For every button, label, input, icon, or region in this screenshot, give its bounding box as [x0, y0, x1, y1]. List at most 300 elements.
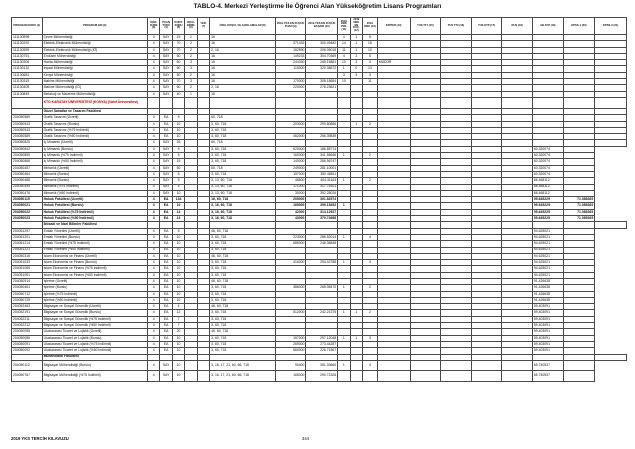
table-cell: 3 [338, 72, 350, 78]
column-header: KONT. SONU (5) [172, 18, 184, 35]
table-cell: 254.42788 [306, 260, 338, 266]
table-cell: 59.403091 [532, 348, 563, 354]
table-cell: 404.31163 [306, 178, 338, 184]
table-cell: MÜDÜR [377, 60, 410, 66]
table-cell [197, 360, 209, 371]
table-cell: 1 [338, 260, 350, 266]
table-cell: 65.740537 [532, 371, 563, 382]
table-cell: 4 [147, 335, 159, 341]
table-cell: 3, 60, 718 [210, 121, 276, 127]
table-cell: 115000 [275, 66, 306, 72]
column-header: AB AYP (19) [532, 18, 563, 35]
table-cell: 16 [210, 72, 276, 78]
table-cell: 4 [147, 127, 159, 133]
table-cell: 4 [147, 115, 159, 121]
table-cell: 10 [172, 121, 184, 127]
table-cell [338, 371, 350, 382]
table-cell: 4 [147, 140, 159, 146]
table-cell [275, 97, 306, 108]
table-cell: 3, 16, 17, 21, 60, 66, 718 [210, 360, 276, 371]
program-name-cell: Harita Mühendisliği [42, 60, 147, 66]
table-cell [502, 97, 533, 108]
table-cell: 4 [147, 260, 159, 266]
table-cell: 10 [338, 60, 350, 66]
table-cell: 4 [147, 72, 159, 78]
program-code-cell: 111130681 [12, 72, 43, 78]
program-name-cell: Grafik Tasarımı (Burslu) [42, 121, 147, 127]
footer-guide-title: 2019 YKS TERCİH KILAVUZU [11, 436, 69, 441]
program-code-cell: 204050023 [12, 216, 43, 222]
table-cell [563, 97, 595, 108]
table-cell: SAY [160, 178, 172, 184]
table-cell: 4 [147, 291, 159, 297]
table-cell: 46, 60, 718 [210, 329, 276, 335]
table-cell: 10 [363, 47, 378, 53]
table-cell: 5 [172, 228, 184, 234]
table-cell: 1 [350, 335, 362, 341]
table-cell: 152590 [275, 47, 306, 53]
table-cell: 13 [363, 66, 378, 72]
program-code-cell: 111130405 [12, 85, 43, 91]
table-cell: 10 [172, 371, 184, 382]
program-code-cell: 111130598 [12, 35, 43, 41]
program-code-cell: 204052463 [12, 304, 43, 310]
table-cell: 3 [185, 79, 197, 85]
table-cell: 10 [172, 341, 184, 347]
table-cell: 386000 [275, 285, 306, 291]
table-cell: 4 [147, 216, 159, 222]
university-row [12, 97, 627, 108]
table-cell: 40 [172, 91, 184, 97]
program-code-cell: 204051214 [12, 241, 43, 247]
table-cell: 71.085265 [563, 216, 595, 222]
table-cell: EA [160, 115, 172, 121]
table-cell: 60 [172, 60, 184, 66]
table-cell: 3, 60, 718 [210, 127, 276, 133]
table-cell: 10 [172, 190, 184, 196]
program-code-cell: 204050866 [12, 159, 43, 165]
table-cell: 94.625021 [532, 260, 563, 266]
table-cell: 50 [172, 165, 184, 171]
program-name-cell: Kimya Mühendisliği [42, 72, 147, 78]
table-cell: 4 [147, 91, 159, 97]
table-cell: 16 [210, 53, 276, 59]
table-cell: 60.320074 [532, 171, 563, 177]
table-cell: 341.55646 [306, 153, 338, 159]
table-cell: 16 [210, 79, 276, 85]
table-cell: 3 [350, 72, 362, 78]
table-cell: SAY [160, 60, 172, 66]
table-cell [410, 371, 441, 382]
table-cell [185, 97, 197, 108]
table-cell: 1 [185, 35, 197, 41]
program-code-cell: 204052212 [12, 323, 43, 329]
table-cell: 2 [363, 310, 378, 316]
table-cell: 4 [147, 146, 159, 152]
table-cell: 1 [338, 153, 350, 159]
table-cell: 14 [338, 41, 350, 47]
program-name-cell: Metalurji ve Malzeme Mühendisliği [42, 91, 147, 97]
program-code-cell: 204050725 [12, 297, 43, 303]
table-cell: 269000 [275, 341, 306, 347]
table-cell: 4 [147, 297, 159, 303]
program-code-cell: 111130849 [12, 91, 43, 97]
table-cell: 5 [172, 171, 184, 177]
program-code-cell: 204051033 [12, 260, 43, 266]
program-name-cell: Mimarlık (%75 İndirimli) [42, 184, 147, 190]
table-cell: 42300 [275, 209, 306, 215]
table-cell: 4 [147, 241, 159, 247]
table-cell: EA [160, 121, 172, 127]
program-name-cell: İç Mimarlık (%50 İndirimli) [42, 159, 147, 165]
table-cell: 46500 [275, 178, 306, 184]
table-cell: 205000 [275, 197, 306, 203]
table-cell: 149233 [275, 53, 306, 59]
table-cell: 30000 [275, 190, 306, 196]
table-cell: 10 [172, 266, 184, 272]
table-cell: EA [160, 329, 172, 335]
column-header: ÖZEL KOŞUL VE AÇIKLAMALAR (8) [210, 18, 276, 35]
program-name-cell: Emlak Yönetimi (Burslu) [42, 234, 147, 240]
program-name-cell: Mühendislik Fakültesi [42, 354, 147, 360]
table-cell: 3, 16, 60, 718 [210, 203, 276, 209]
table-cell: EA [160, 335, 172, 341]
table-cell: SAY [160, 140, 172, 146]
table-cell: SAY [160, 91, 172, 97]
table-cell: 94.625021 [532, 241, 563, 247]
table-cell [350, 360, 362, 371]
table-cell: 157000 [275, 335, 306, 341]
table-cell: 4 [147, 209, 159, 215]
program-name-cell: İslam Ekonomisi ve Finans (%50 İndirimli) [42, 272, 147, 278]
table-cell: 1 [338, 360, 350, 371]
program-name-cell: Mimarlık (%50 İndirimli) [42, 190, 147, 196]
table-cell: 4 [147, 53, 159, 59]
table-cell [595, 140, 627, 146]
program-code-cell: 204050316 [12, 253, 43, 259]
table-cell: 3, 13, 60, 718 [210, 184, 276, 190]
table-cell: 10 [172, 297, 184, 303]
table-cell: EA [160, 228, 172, 234]
program-name-cell: İşletme (%50 İndirimli) [42, 297, 147, 303]
table-cell: 300.49482 [306, 41, 338, 47]
table-cell [595, 97, 627, 108]
table-cell: 620000 [275, 146, 306, 152]
table-cell: 4 [147, 35, 159, 41]
table-cell: 1 [338, 335, 350, 341]
table-cell [185, 371, 197, 382]
column-header: PROGRAM ADI (2) [42, 18, 147, 35]
table-cell [377, 97, 410, 108]
table-cell: 244330 [275, 60, 306, 66]
table-cell: 91.426638 [532, 278, 563, 284]
table-cell: 3, 60, 718 [210, 341, 276, 347]
table-cell: 10 [172, 247, 184, 253]
table-cell: 10 [338, 79, 350, 85]
program-name-cell: Mimarlık (Burslu) [42, 171, 147, 177]
table-cell: 2, 16 [210, 85, 276, 91]
table-cell: SAY [160, 190, 172, 196]
table-cell: 4 [147, 121, 159, 127]
table-cell: EA [160, 291, 172, 297]
table-cell: 3, 13, 60, 718 [210, 178, 276, 184]
table-cell: EA [160, 304, 172, 310]
program-name-cell: Hukuk Fakültesi (Ücretli) [42, 197, 147, 203]
program-code-cell: 204050712 [12, 291, 43, 297]
table-cell: 60 [172, 85, 184, 91]
table-cell: 1 [350, 35, 362, 41]
table-cell: 3, 60, 718 [210, 234, 276, 240]
program-code-cell: 204050767 [12, 371, 43, 382]
table-cell: 3, 60, 718 [210, 291, 276, 297]
table-cell: 4 [147, 323, 159, 329]
column-header: OKUL BİRİN. (6) [185, 18, 197, 35]
program-name-cell: Bilgisayar Mühendisliği (Burslu) [42, 360, 147, 371]
table-cell: 3, 60, 718 [210, 266, 276, 272]
table-cell: SAY [160, 153, 172, 159]
table-cell: 3, 60, 718 [210, 272, 276, 278]
program-code-cell: 204050021 [12, 203, 43, 209]
table-cell: 2 [363, 285, 378, 291]
table-cell: 5 [363, 35, 378, 41]
table-cell [595, 354, 627, 360]
table-cell: 10 [172, 278, 184, 284]
table-cell: 10 [172, 241, 184, 247]
table-cell: 3, 13, 60, 718 [210, 190, 276, 196]
table-cell: 462000 [275, 134, 306, 140]
program-name-cell: Güzel Sanatlar ve Tasarım Fakültesi [42, 108, 147, 114]
program-name-cell: İslam Ekonomisi ve Finans (Burslu) [42, 260, 147, 266]
table-cell [595, 222, 627, 228]
table-cell: 60.320074 [532, 165, 563, 171]
table-cell: 4 [147, 85, 159, 91]
table-cell: 4 [172, 304, 184, 310]
table-cell: 140000 [275, 159, 306, 165]
program-code-cell: 204050495 [12, 184, 43, 190]
program-name-cell: Elektrik-Elektronik Mühendisliği [42, 41, 147, 47]
program-name-cell: Makine Mühendisliği (İÖ) [42, 85, 147, 91]
column-header: 2019 OBK (13) [363, 18, 378, 35]
table-cell: 16 [210, 91, 276, 97]
program-name-cell: Uluslararası Ticaret ve Lojistik (Ücretli) [42, 329, 147, 335]
table-cell: 4 [147, 60, 159, 66]
table-cell: 273.44287 [306, 341, 338, 347]
table-cell: 71.085265 [563, 209, 595, 215]
table-cell: 11 [363, 79, 378, 85]
table-cell [197, 97, 209, 108]
table-cell: 94.625021 [532, 247, 563, 253]
program-name-cell: Emlak Yönetimi (Ücretli) [42, 228, 147, 234]
column-header: 2019 OBK YER. (11) [338, 18, 350, 35]
table-cell: 11 [338, 47, 350, 53]
table-cell: SAY [160, 85, 172, 91]
table-cell: 91.426638 [532, 291, 563, 297]
table-cell: 223000 [275, 234, 306, 240]
program-name-cell: İç Mimarlık (Burslu) [42, 146, 147, 152]
table-cell [441, 360, 472, 371]
program-code-cell: 204050086 [12, 335, 43, 341]
table-cell: 297.12048 [306, 335, 338, 341]
table-cell: 94.625021 [532, 234, 563, 240]
table-cell: 91.426638 [532, 285, 563, 291]
table-cell: 4 [147, 79, 159, 85]
table-cell: 10 [172, 127, 184, 133]
program-name-cell: Mimarlık (Ücretli) [42, 165, 147, 171]
table-cell: 3, 60, 718 [210, 171, 276, 177]
table-cell: 3, 60, 718 [210, 348, 276, 354]
table-cell: 2 [363, 121, 378, 127]
table-cell: 7 [172, 316, 184, 322]
table-cell: EA [160, 297, 172, 303]
program-name-cell: Elektrik-Elektronik Mühendisliği (İÖ) [42, 47, 147, 53]
program-code-cell: 111130292 [12, 41, 43, 47]
program-name-cell: Emlak Yönetimi (%50 İndirimli) [42, 247, 147, 253]
program-code-cell: 204050464 [12, 171, 43, 177]
program-code-cell: 204050022 [12, 209, 43, 215]
table-cell: 4 [147, 159, 159, 165]
table-cell: 14 [172, 216, 184, 222]
program-name-cell: Grafik Tasarımı (%75 İndirimli) [42, 127, 147, 133]
table-cell: 5 [363, 53, 378, 59]
programs-table [11, 17, 627, 382]
table-cell: 16 [210, 35, 276, 41]
table-cell: EA [160, 253, 172, 259]
table-cell [160, 97, 172, 108]
table-cell: 95.645229 [532, 216, 563, 222]
table-cell: 1 [338, 178, 350, 184]
table-cell: 1 [185, 91, 197, 97]
table-cell: 4 [338, 35, 350, 41]
table-cell: 1 [350, 47, 362, 53]
program-code-cell: 204052191 [12, 310, 43, 316]
table-cell: 66.468112 [532, 190, 563, 196]
table-cell: 4 [147, 178, 159, 184]
table-cell: 4 [147, 253, 159, 259]
table-cell: 91.426638 [532, 297, 563, 303]
table-cell: 4 [147, 47, 159, 53]
table-cell [502, 360, 533, 371]
table-cell: 320.08572 [306, 66, 338, 72]
table-cell: 160000 [275, 153, 306, 159]
table-cell: 4 [363, 234, 378, 240]
table-cell: EA [160, 247, 172, 253]
program-code-cell: 204051297 [12, 228, 43, 234]
page-number: 344 [302, 436, 309, 441]
column-header: 2019-YKS EN KÜÇÜK PUAN (9) [275, 18, 306, 35]
table-cell: SAY [160, 184, 172, 190]
table-cell: 1 [338, 285, 350, 291]
table-cell: 371433 [275, 41, 306, 47]
table-cell: 10 [172, 335, 184, 341]
table-cell: 59.403091 [532, 316, 563, 322]
program-name-cell: Bilgisayar ve Sosyal Güvenlik (%75 İndirimli) [42, 316, 147, 322]
program-name-cell: KTO KARATAY ÜNİVERSİTESİ (KONYA) (Vakıf Üniversitesi) [42, 97, 147, 108]
table-cell: 165000 [275, 371, 306, 382]
table-cell: 16 [210, 60, 276, 66]
table-cell: 3, 60, 718 [210, 134, 276, 140]
table-cell: 60, 718 [210, 165, 276, 171]
table-cell: 4 [147, 316, 159, 322]
table-cell: 3 [185, 60, 197, 66]
table-cell: 2, 16 [210, 47, 276, 53]
program-name-cell: Grafik Tasarım (Ücretli) [42, 115, 147, 121]
program-name-cell: Hukuk Fakültesi (%75 İndirimli) [42, 209, 147, 215]
table-cell: 3 [363, 260, 378, 266]
program-code-cell: 204051201 [12, 234, 43, 240]
table-cell: 10 [172, 291, 184, 297]
program-name-cell: Grafik Tasarımı (%50 İndirimli) [42, 134, 147, 140]
table-cell: SAY [160, 360, 172, 371]
table-cell: 0 [350, 66, 362, 72]
table-cell: 71.085265 [563, 197, 595, 203]
table-cell: 3, 60, 718 [210, 153, 276, 159]
table-cell: 1 [338, 310, 350, 316]
table-cell: 4 [147, 203, 159, 209]
table-cell: 14 [172, 209, 184, 215]
column-header: KRİTER (14) [377, 18, 410, 35]
table-cell: 3, 60, 718 [210, 285, 276, 291]
column-header: TUS TT1 (15) [410, 18, 441, 35]
table-cell: EA [160, 260, 172, 266]
table-body [12, 35, 627, 382]
table-cell: 370.74668 [306, 216, 338, 222]
table-cell: 59.403091 [532, 310, 563, 316]
table-cell: 60 [172, 66, 184, 72]
table-cell: 265.15881 [306, 60, 338, 66]
table-cell: 70 [172, 47, 184, 53]
table-cell [338, 97, 350, 108]
table-cell: 2 [363, 178, 378, 184]
table-cell: EA [160, 234, 172, 240]
table-cell: 170000 [275, 79, 306, 85]
table-cell [350, 97, 362, 108]
table-cell [471, 371, 502, 382]
table-cell: 3, 60, 718 [210, 323, 276, 329]
table-cell [377, 371, 410, 382]
table-cell: 4 [147, 266, 159, 272]
table-cell: 3 [363, 335, 378, 341]
table-cell: 71.085265 [563, 203, 595, 209]
program-name-cell: Makine Mühendisliği [42, 79, 147, 85]
table-cell: 59.403091 [532, 335, 563, 341]
column-header: 2019 OBK EN KÜÇ. (12) [350, 18, 362, 35]
table-cell: 5 [172, 184, 184, 190]
table-cell: 4 [147, 310, 159, 316]
table-cell: 66.468112 [532, 178, 563, 184]
table-cell [563, 371, 595, 382]
table-cell: 2 [185, 47, 197, 53]
table-cell: 10 [172, 260, 184, 266]
table-cell [410, 360, 441, 371]
table-cell [147, 97, 159, 108]
table-cell: SAY [160, 72, 172, 78]
table-cell: 2 [350, 53, 362, 59]
table-cell: 15 [363, 41, 378, 47]
program-name-cell: İnşaat Mühendisliği [42, 66, 147, 72]
table-cell: EA [160, 323, 172, 329]
table-cell: 286.52014 [306, 234, 338, 240]
table-cell: 351.33660 [306, 360, 338, 371]
table-cell: 171000 [275, 184, 306, 190]
program-name-cell: İslam Ekonomisi ve Finans (Ücretli) [42, 253, 147, 259]
table-cell: 46, 60, 718 [210, 228, 276, 234]
table-cell [441, 97, 472, 108]
table-cell: 392.28026 [306, 190, 338, 196]
table-cell [210, 97, 276, 108]
table-cell [410, 97, 441, 108]
program-name-cell: Hukuk Fakültesi (Burslu) [42, 203, 147, 209]
program-code-cell: 204050543 [12, 121, 43, 127]
